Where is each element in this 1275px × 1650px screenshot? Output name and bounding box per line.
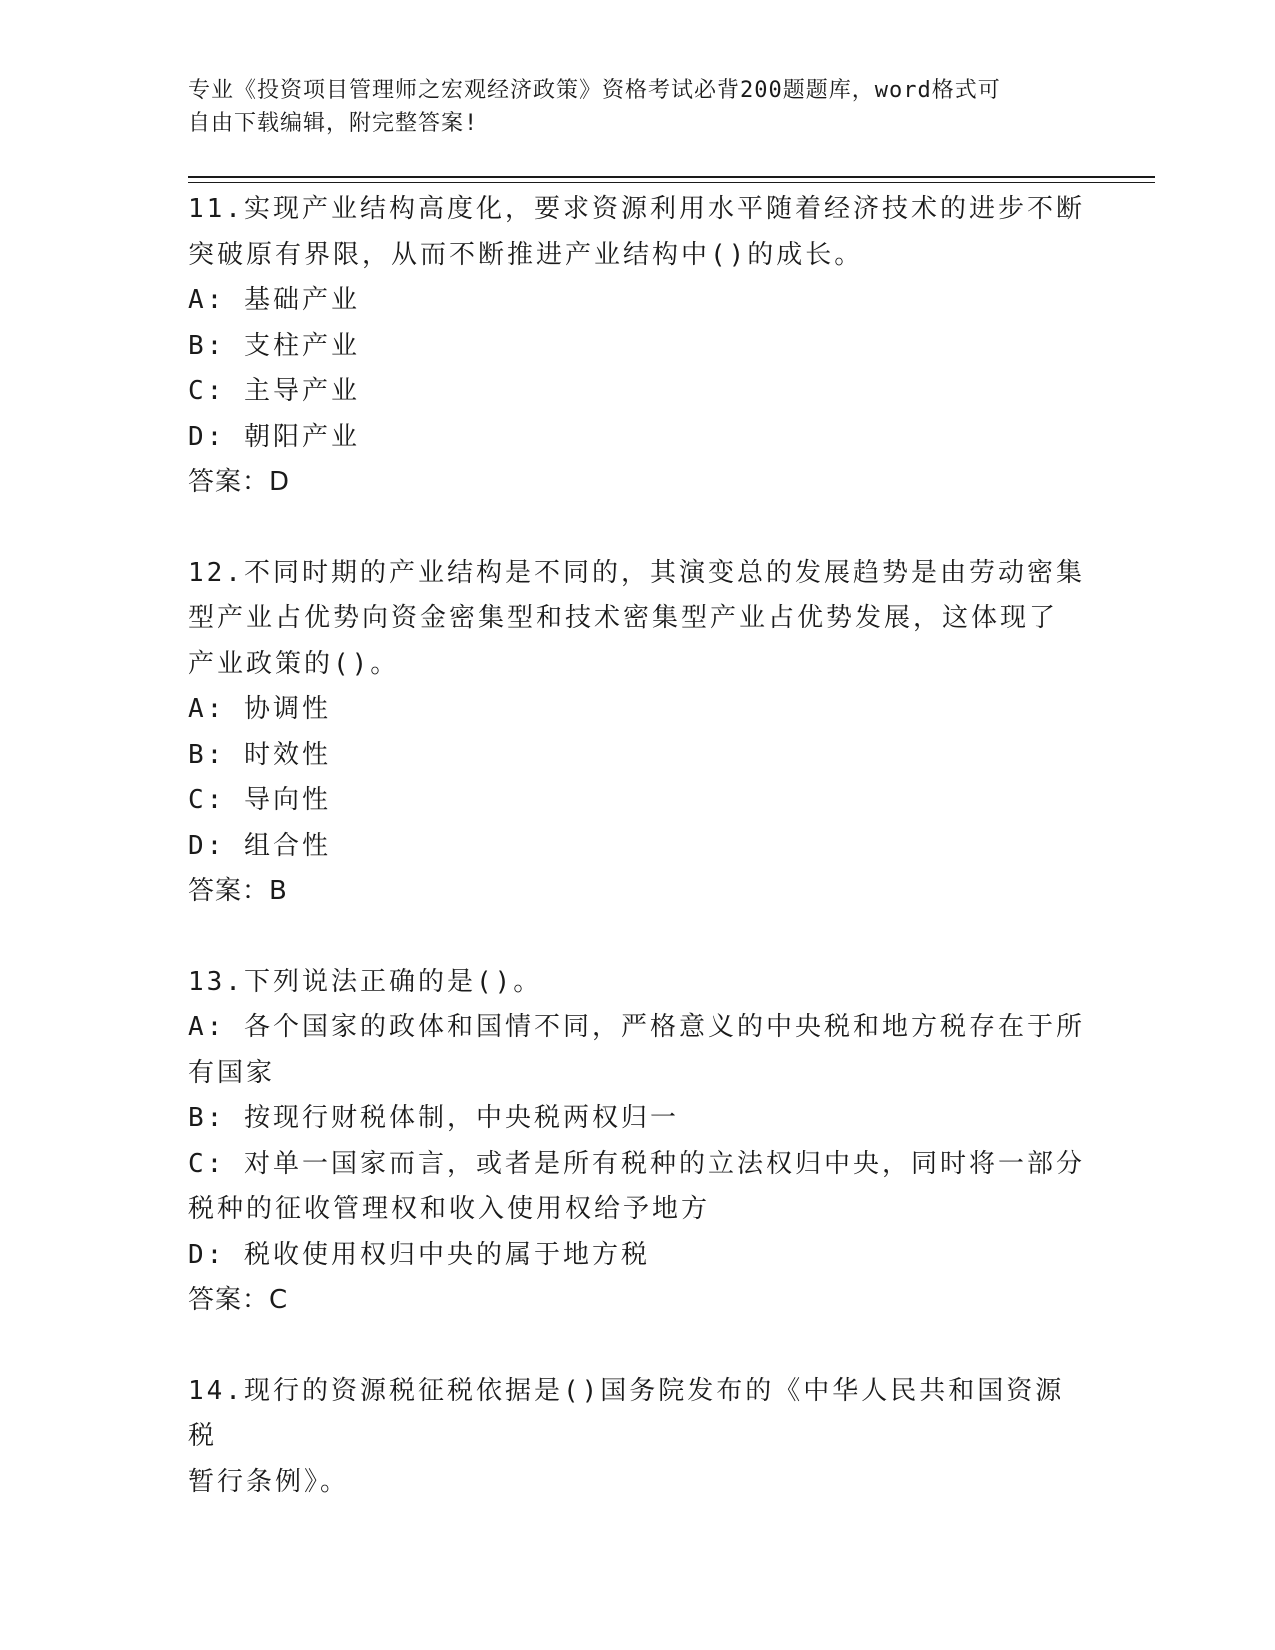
question-text-line: 11.实现产业结构高度化，要求资源利用水平随着经济技术的进步不断 xyxy=(188,194,1085,224)
option-d: D: 朝阳产业 xyxy=(188,421,360,452)
question-text-line: 产业政策的()。 xyxy=(188,648,400,679)
answer: 答案：D xyxy=(188,467,291,497)
header-line-1: 专业《投资项目管理师之宏观经济政策》资格考试必背200题题库，word格式可 xyxy=(188,78,1001,103)
question-11 xyxy=(188,187,1088,506)
spacer xyxy=(188,915,1088,960)
option-d: D: 组合性 xyxy=(188,830,331,861)
option-b: B: 支柱产业 xyxy=(188,330,360,361)
option-c-continued: 税种的征收管理权和收入使用权给予地方 xyxy=(188,1194,711,1224)
question-13 xyxy=(188,960,1088,1324)
option-c: C: 主导产业 xyxy=(188,376,360,406)
question-list xyxy=(188,187,1088,1505)
question-14 xyxy=(188,1369,1088,1506)
question-text-line: 12.不同时期的产业结构是不同的，其演变总的发展趋势是由劳动密集 xyxy=(188,557,1085,588)
option-a: A: 基础产业 xyxy=(188,285,360,315)
header-line-2: 自由下载编辑，附完整答案! xyxy=(188,111,479,136)
question-text-line: 型产业占优势向资金密集型和技术密集型产业占优势发展，这体现了 xyxy=(188,603,1059,633)
option-b: B: 时效性 xyxy=(188,739,331,770)
option-a: A: 各个国家的政体和国情不同，严格意义的中央税和地方税存在于所 xyxy=(188,1012,1085,1042)
answer: 答案：B xyxy=(188,876,288,906)
option-c: C: 对单一国家而言，或者是所有税种的立法权归中央，同时将一部分 xyxy=(188,1148,1085,1179)
option-a-continued: 有国家 xyxy=(188,1057,276,1088)
option-b: B: 按现行财税体制，中央税两权归一 xyxy=(188,1103,679,1133)
option-c: C: 导向性 xyxy=(188,785,331,815)
question-text-line: 突破原有界限，从而不断推进产业结构中()的成长。 xyxy=(188,239,864,270)
question-12 xyxy=(188,551,1088,915)
answer: 答案：C xyxy=(188,1285,289,1315)
question-text-line: 14.现行的资源税征税依据是()国务院发布的《中华人民共和国资源税 xyxy=(188,1375,1065,1451)
spacer xyxy=(188,506,1088,551)
header-divider-thick xyxy=(188,176,1155,178)
option-a: A: 协调性 xyxy=(188,694,331,724)
spacer xyxy=(188,1324,1088,1369)
document-header xyxy=(188,74,1088,140)
option-d: D: 税收使用权归中央的属于地方税 xyxy=(188,1239,650,1270)
header-divider-thin xyxy=(188,182,1155,183)
question-text-line: 暂行条例》。 xyxy=(188,1466,350,1497)
question-text-line: 13.下列说法正确的是()。 xyxy=(188,966,543,997)
